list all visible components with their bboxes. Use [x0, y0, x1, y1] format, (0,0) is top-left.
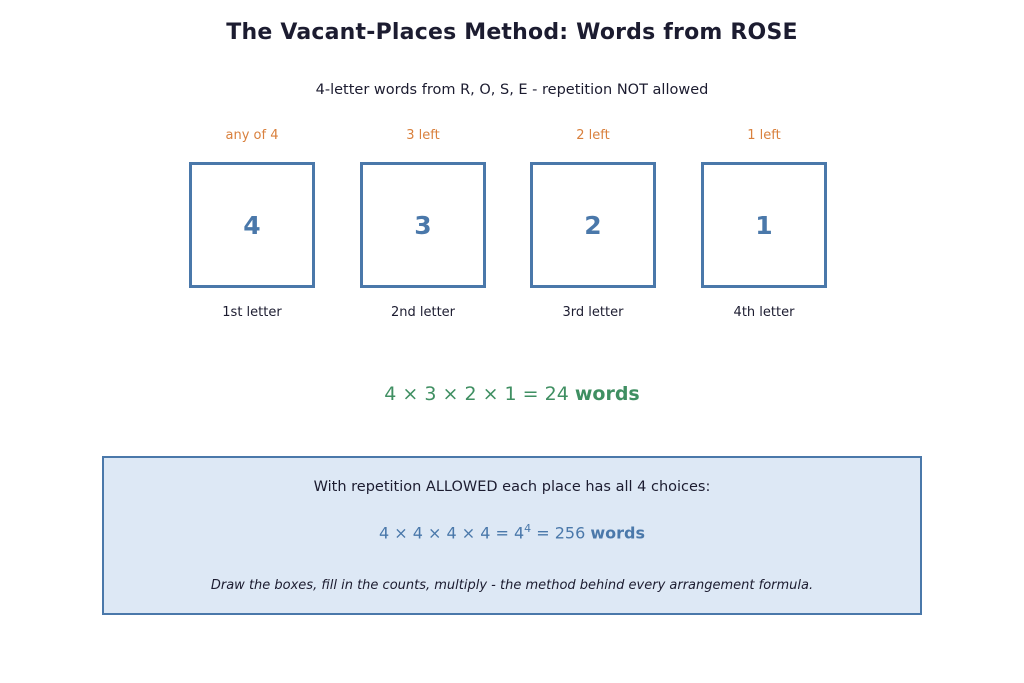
note-expression-base: 4 × 4 × 4 × 4 = 4	[378, 523, 525, 543]
note-heading: With repetition ALLOWED each place has all 4 choices:	[313, 479, 711, 495]
note-expression-result: = 256	[531, 523, 586, 543]
slot-position-label: 3rd letter	[562, 305, 624, 320]
page-title: The Vacant-Places Method: Words from ROSE	[226, 20, 798, 45]
slot-count-box: 2	[530, 162, 656, 288]
note-unit: words	[590, 523, 646, 543]
slot-count-box: 1	[701, 162, 827, 288]
slot-1	[187, 128, 317, 320]
product-unit: words	[574, 383, 640, 405]
slot-count-box: 3	[360, 162, 486, 288]
slot-choice-label: any of 4	[225, 128, 279, 143]
slot-choice-label: 1 left	[747, 128, 781, 143]
slot-position-label: 4th letter	[733, 305, 795, 320]
note-footer: Draw the boxes, fill in the counts, multiply - the method behind every arrangement formula.	[210, 578, 814, 593]
slot-choice-label: 2 left	[576, 128, 610, 143]
slot-2	[358, 128, 488, 320]
repetition-note-box	[102, 456, 922, 615]
product-expression: 4 × 3 × 2 × 1 = 24	[384, 383, 569, 405]
slot-3	[528, 128, 658, 320]
slot-choice-label: 3 left	[406, 128, 440, 143]
slot-count-box: 4	[189, 162, 315, 288]
slot-4	[699, 128, 829, 320]
page-subtitle: 4-letter words from R, O, S, E - repetition NOT allowed	[315, 82, 709, 98]
note-exponent: 4	[524, 522, 532, 535]
note-formula	[104, 522, 920, 542]
slot-position-label: 2nd letter	[390, 305, 456, 320]
slot-position-label: 1st letter	[222, 305, 282, 320]
product-formula	[0, 383, 1024, 405]
